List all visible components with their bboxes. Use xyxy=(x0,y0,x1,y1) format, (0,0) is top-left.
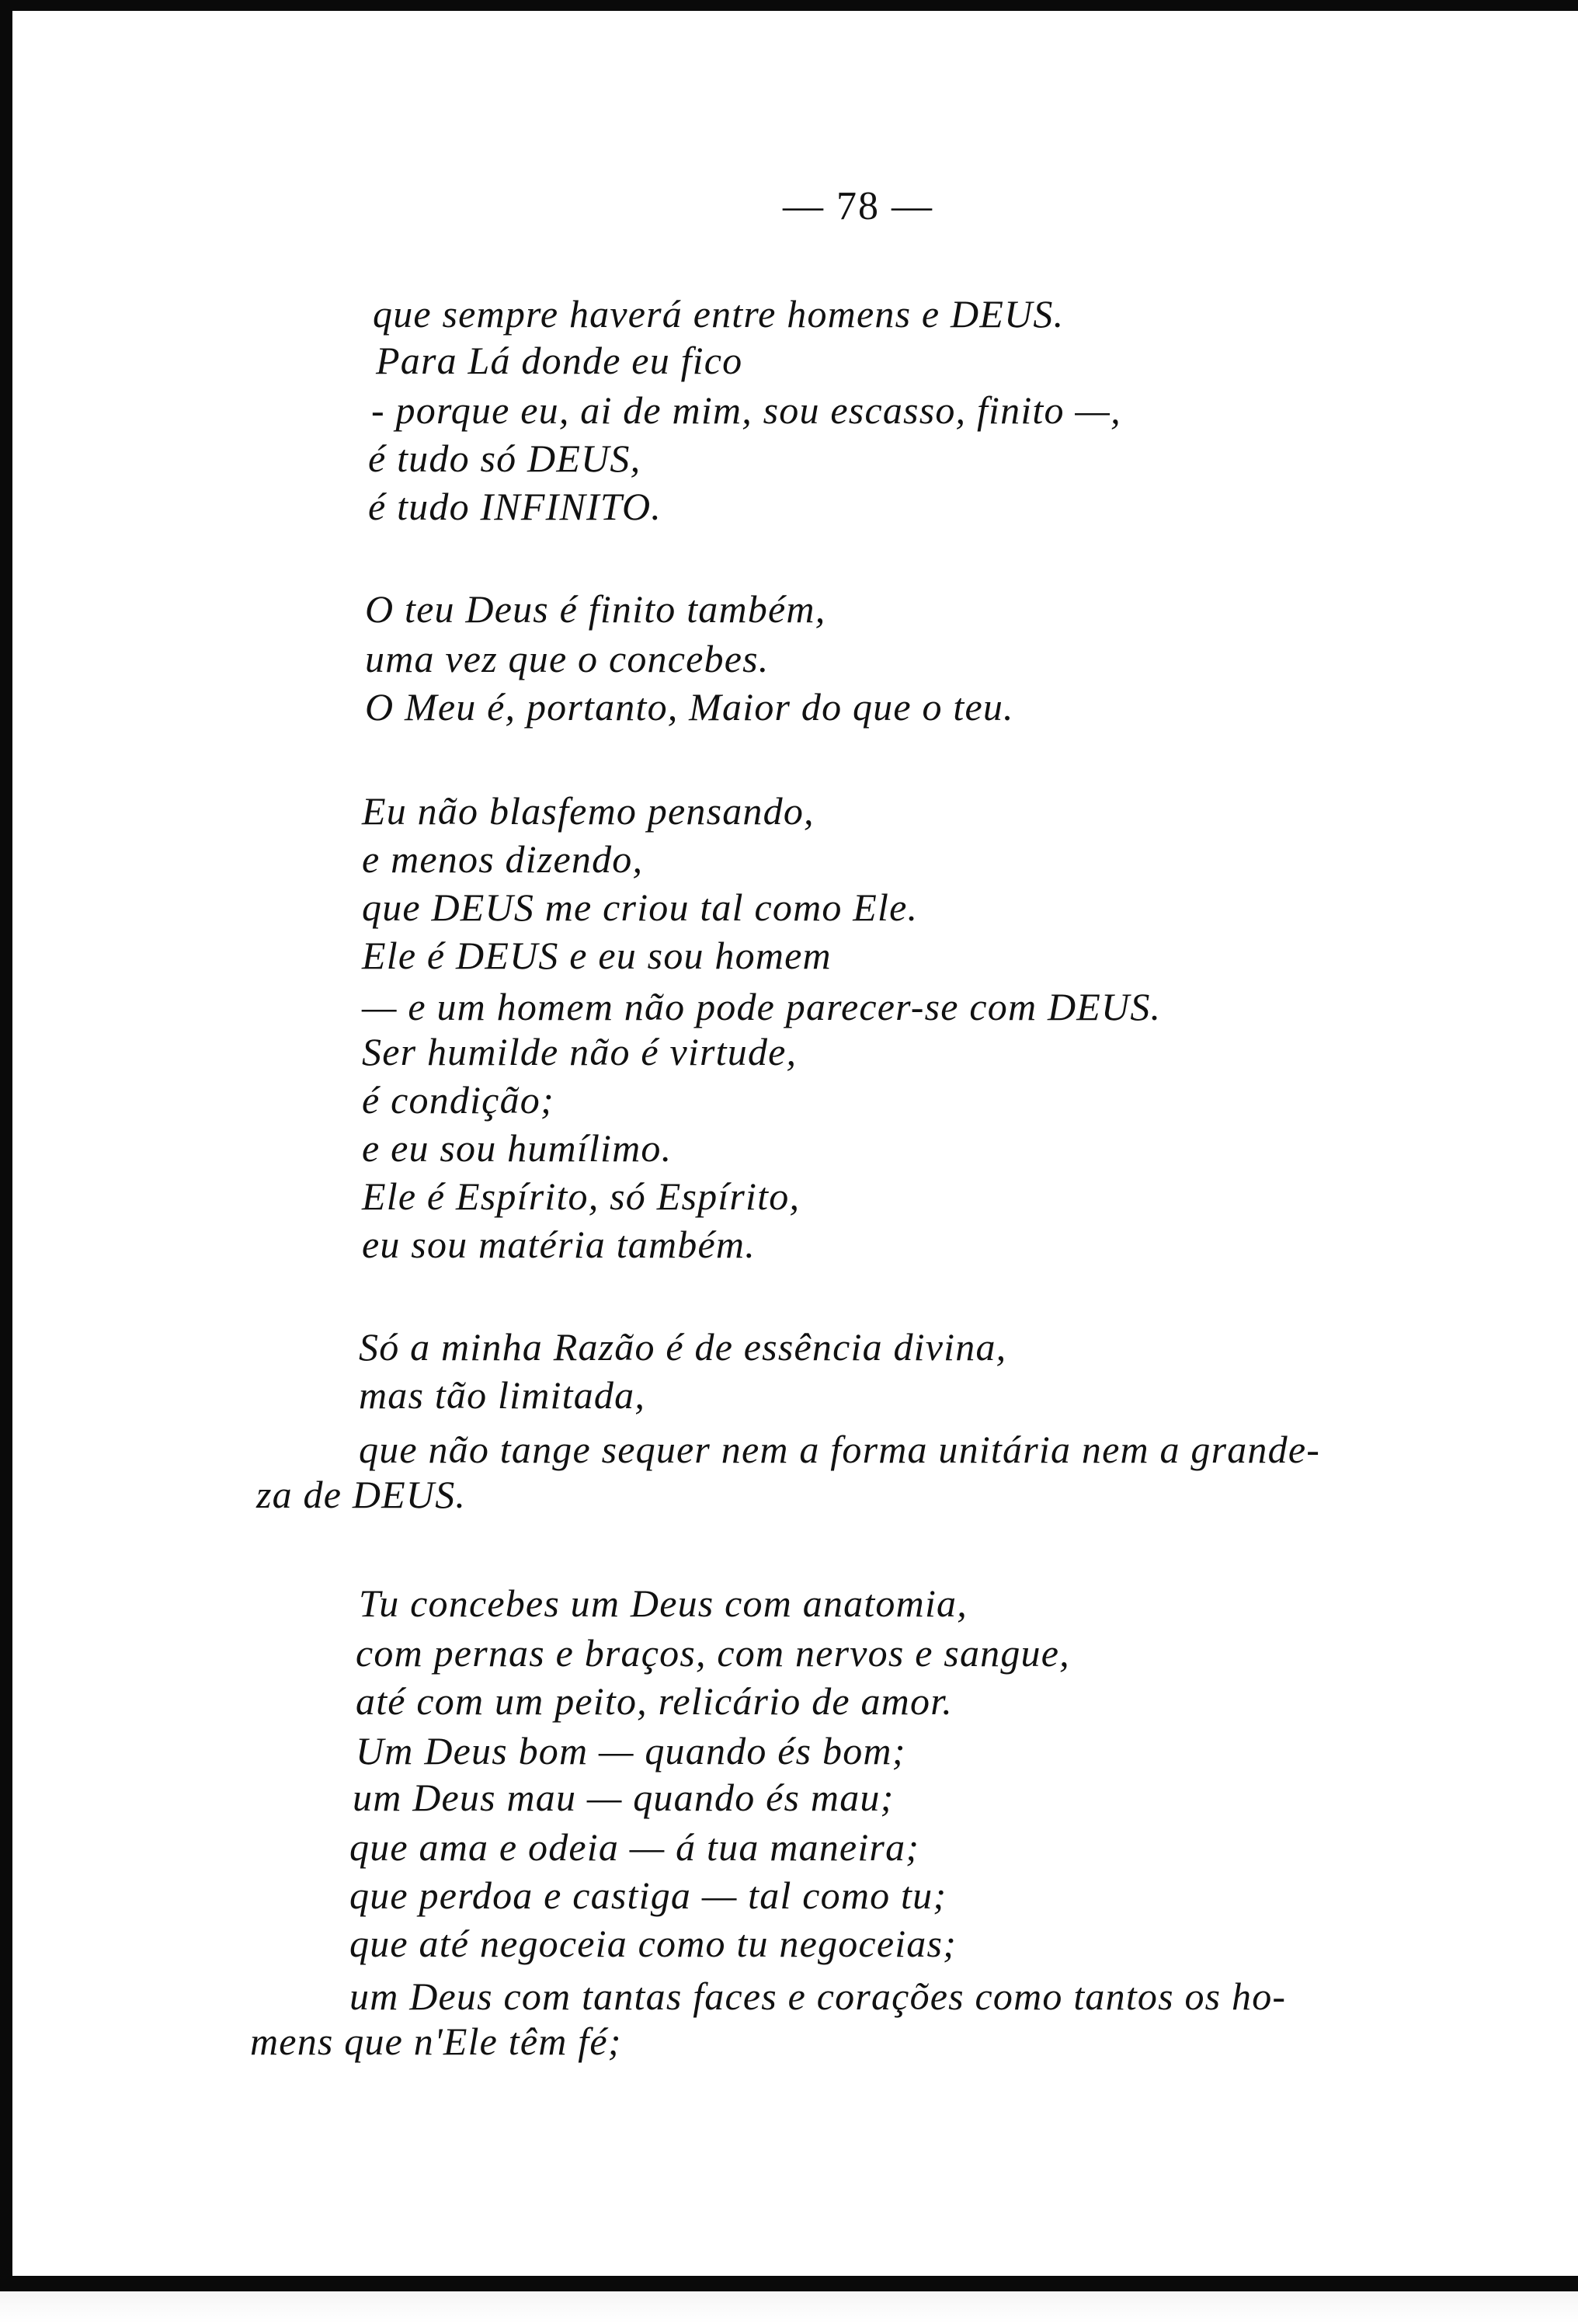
poem-line: mens que n'Ele têm fé; xyxy=(250,2020,622,2063)
poem-line: uma vez que o concebes. xyxy=(365,637,770,680)
poem-line: eu sou matéria também. xyxy=(362,1223,756,1266)
page-number: — 78 — xyxy=(783,184,933,228)
poem-line: que perdoa e castiga — tal como tu; xyxy=(349,1873,947,1917)
poem-line: mas tão limitada, xyxy=(359,1373,646,1417)
scan-border-left xyxy=(0,0,12,2324)
poem-line: até com um peito, relicário de amor. xyxy=(356,1679,954,1723)
poem-line: Eu não blasfemo pensando, xyxy=(362,789,815,833)
poem-line: é condição; xyxy=(362,1078,554,1122)
scan-border-top xyxy=(0,0,1578,11)
poem-line: Só a minha Razão é de essência divina, xyxy=(359,1325,1007,1369)
poem-line: que ama e odeia — á tua maneira; xyxy=(349,1825,920,1869)
poem-line: um Deus mau — quando és mau; xyxy=(353,1776,895,1819)
poem-line: que sempre haverá entre homens e DEUS. xyxy=(373,292,1065,336)
poem-line: - porque eu, ai de mim, sou escasso, finito —, xyxy=(371,388,1121,432)
poem-line: um Deus com tantas faces e corações como tantos os ho- xyxy=(349,1974,1287,2018)
poem-line: — e um homem não pode parecer-se com DEUS. xyxy=(362,985,1162,1028)
poem-line: é tudo INFINITO. xyxy=(368,485,662,528)
poem-line: Para Lá donde eu fico xyxy=(376,339,743,382)
poem-line: Um Deus bom — quando és bom; xyxy=(356,1729,906,1773)
poem-line: Ser humilde não é virtude, xyxy=(362,1030,798,1073)
poem-line: Ele é Espírito, só Espírito, xyxy=(362,1174,801,1218)
poem-line: O teu Deus é finito também, xyxy=(365,587,826,631)
poem-line: que DEUS me criou tal como Ele. xyxy=(362,885,919,929)
poem-line: Ele é DEUS e eu sou homem xyxy=(362,934,832,977)
poem-line: za de DEUS. xyxy=(256,1473,467,1516)
poem-line: O Meu é, portanto, Maior do que o teu. xyxy=(365,685,1014,729)
poem-line: e eu sou humílimo. xyxy=(362,1126,673,1170)
poem-line: e menos dizendo, xyxy=(362,837,644,881)
poem-line: Tu concebes um Deus com anatomia, xyxy=(359,1581,968,1625)
poem-line: que não tange sequer nem a forma unitária nem a grande- xyxy=(359,1428,1321,1471)
poem-line: que até negoceia como tu negoceias; xyxy=(349,1922,958,1965)
scan-border-bottom-fade xyxy=(0,2291,1578,2324)
poem-line: com pernas e braços, com nervos e sangue, xyxy=(356,1631,1070,1675)
scan-border-bottom xyxy=(0,2276,1578,2291)
poem-line: é tudo só DEUS, xyxy=(368,437,641,480)
